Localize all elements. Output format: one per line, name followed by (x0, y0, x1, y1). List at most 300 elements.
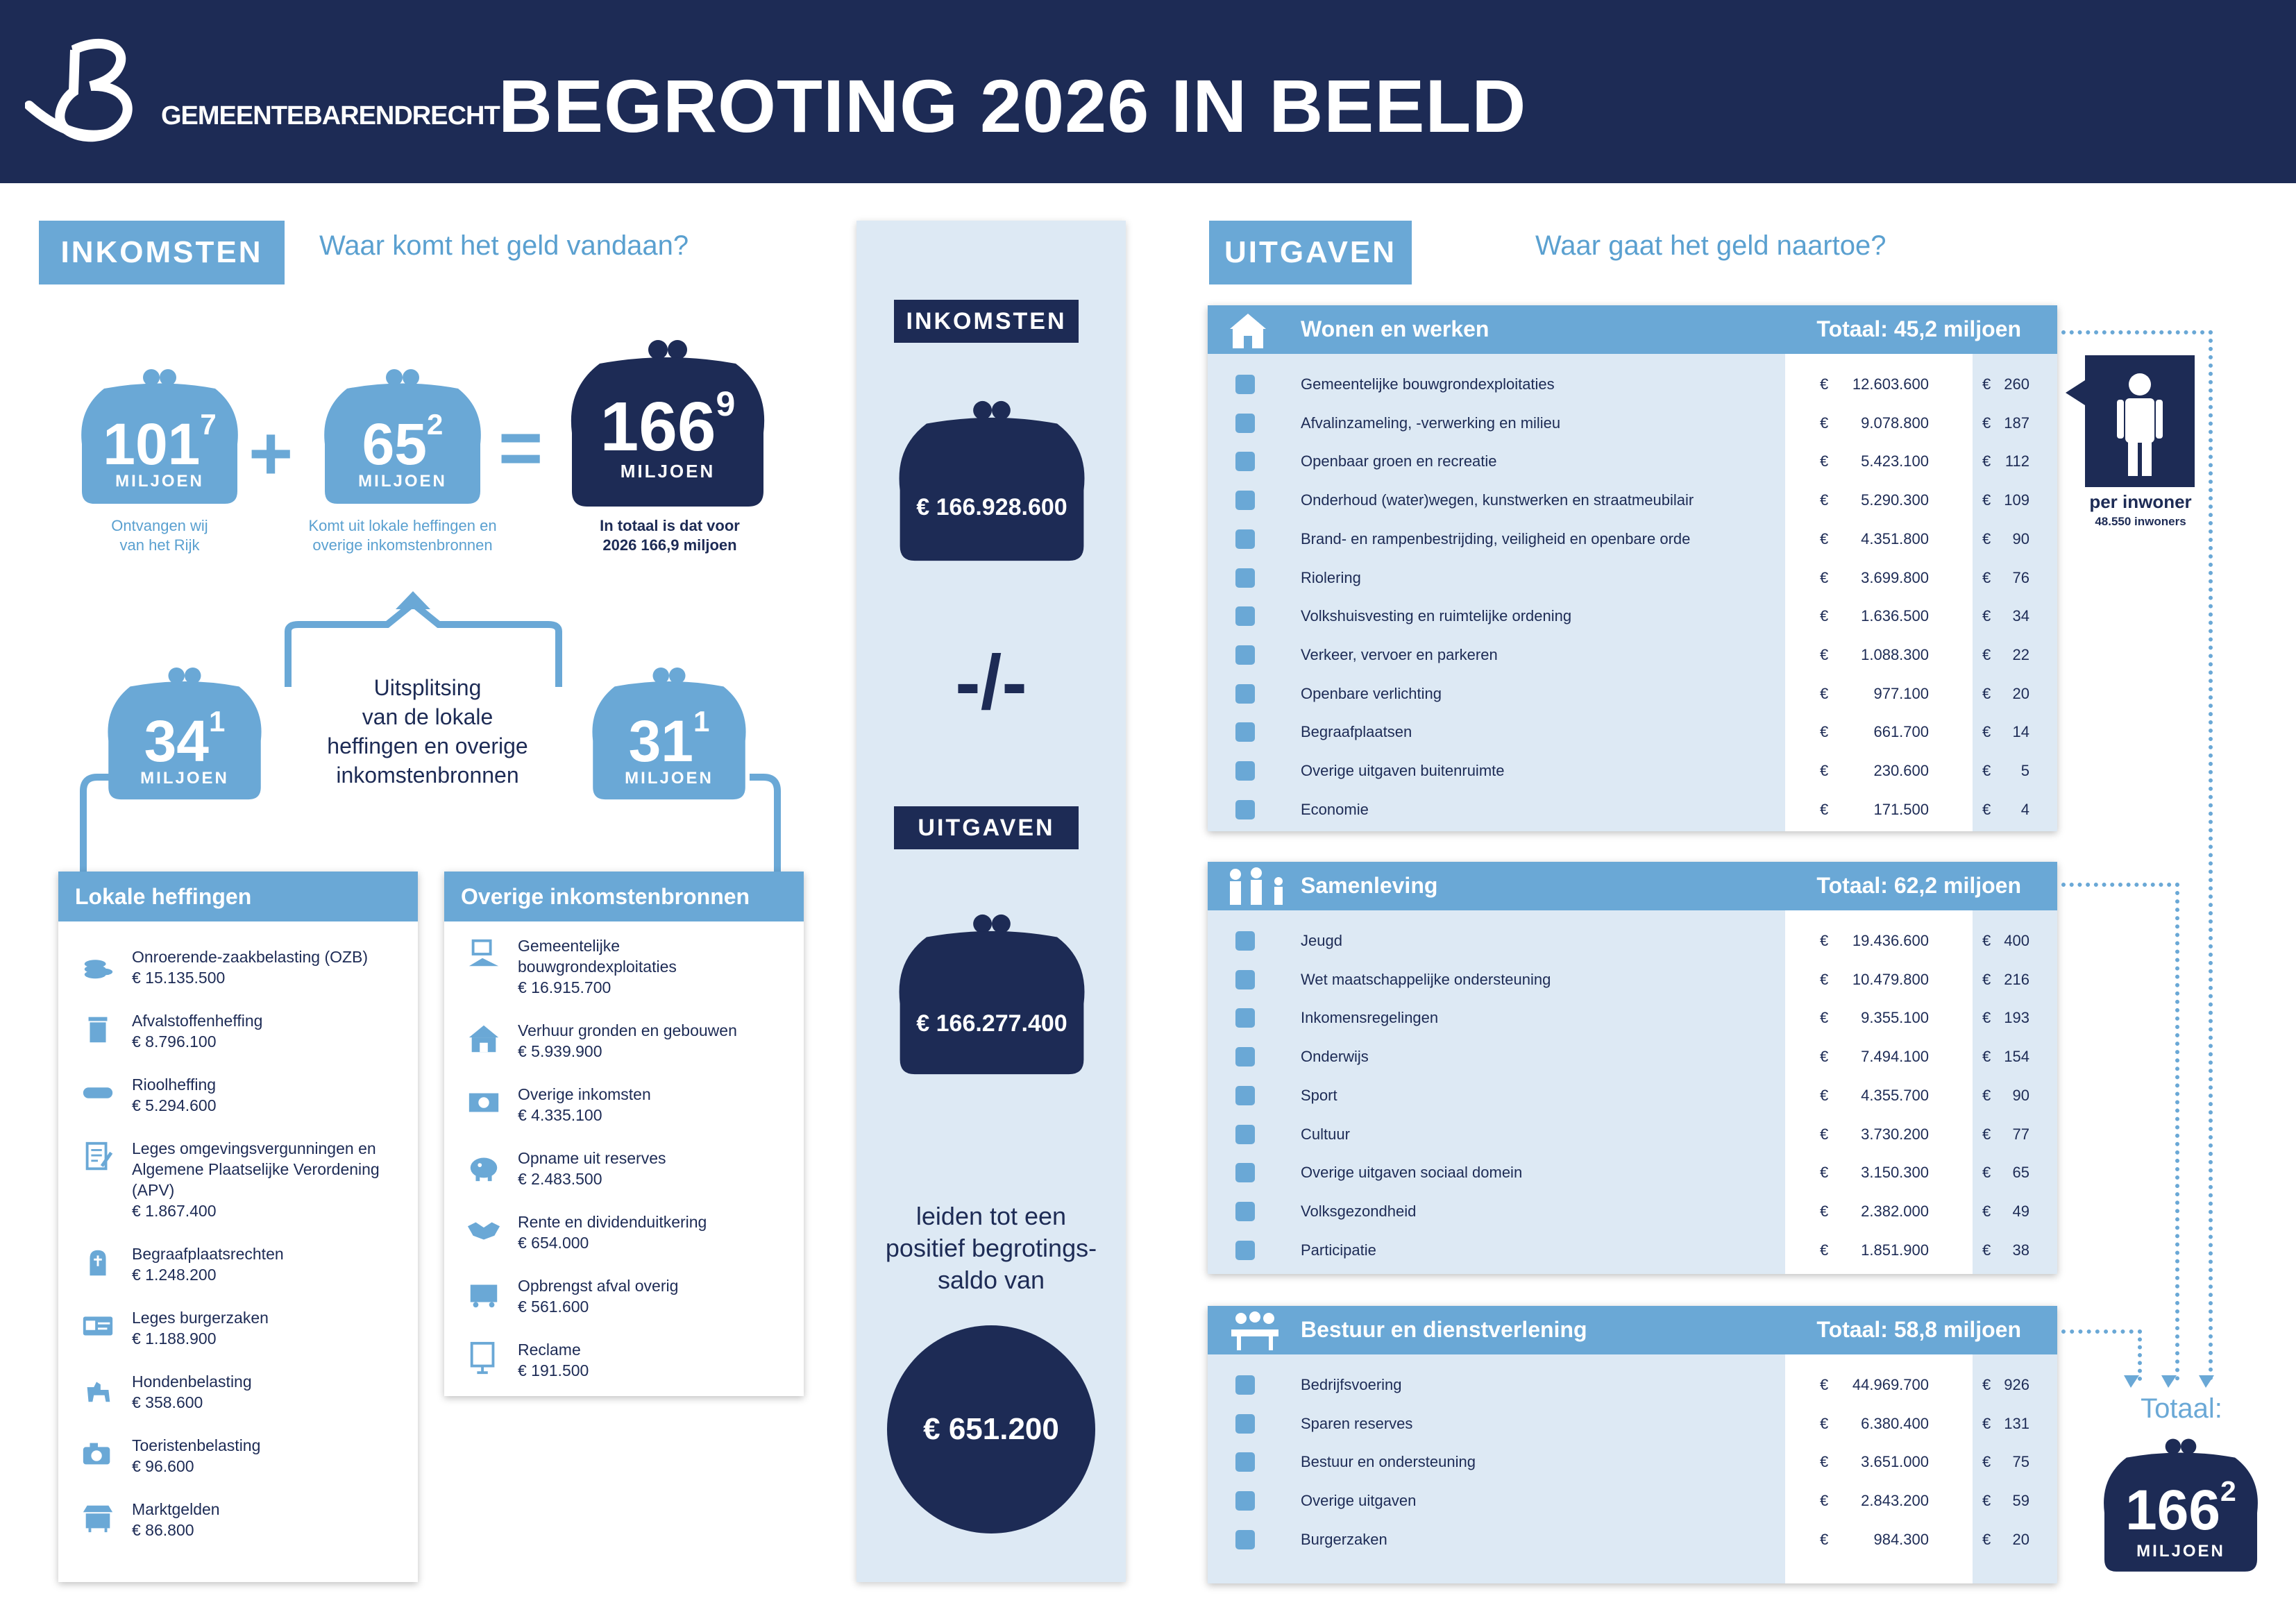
samenleving-row-icon (1230, 1119, 1260, 1150)
piggy-bank-icon (466, 1149, 501, 1184)
wonen-row-icon (1230, 794, 1260, 825)
bestuur-row-amount: 6.380.400 (1861, 1414, 1929, 1432)
heffing-value: € 1.867.400 (132, 1202, 217, 1220)
wonen-row-per-inwoner: 187 (2004, 414, 2029, 432)
samenleving-row (1208, 1037, 2057, 1076)
heffing-label: Onroerende-zaakbelasting (OZB) (132, 948, 369, 966)
wonen-row-per-inwoner: 20 (2012, 684, 2029, 702)
heffing-item (79, 1074, 411, 1116)
wonen-row-currency: € (1820, 529, 1829, 547)
samenleving-row-currency-per-inwoner: € (1982, 1009, 1991, 1027)
samenleving-row-label: Overige uitgaven sociaal domein (1301, 1164, 1523, 1182)
samenleving-row-currency-per-inwoner: € (1982, 1164, 1991, 1182)
mid-inkomsten-purse (891, 400, 1092, 563)
wonen-row-currency-per-inwoner: € (1982, 452, 1991, 470)
wonen-row-label: Volkshuisvesting en ruimtelijke ordening (1301, 607, 1572, 625)
samenleving-row-currency: € (1820, 1125, 1829, 1143)
heffing-label: Rioolheffing (132, 1076, 217, 1094)
samenleving-row-currency-per-inwoner: € (1982, 932, 1991, 949)
purse-overig-value: 31 (628, 708, 694, 774)
billboard-icon (466, 1341, 501, 1375)
samenleving-row (1208, 1231, 2057, 1270)
wonen-row-currency: € (1820, 375, 1829, 393)
id-card-icon (81, 1309, 115, 1343)
purse-uitgaven-unit: MILJOEN (2136, 1542, 2225, 1561)
samenleving-row-icon (1230, 1196, 1260, 1227)
samenleving-row-label: Onderwijs (1301, 1048, 1369, 1066)
samenleving-row-per-inwoner: 193 (2004, 1009, 2029, 1027)
bestuur-row-currency-per-inwoner: € (1982, 1492, 1991, 1510)
pointer-arrow-icon (2066, 380, 2085, 405)
wonen-row-currency: € (1820, 607, 1829, 625)
wonen-row-currency: € (1820, 645, 1829, 663)
wonen-row (1208, 404, 2057, 443)
samenleving-row-amount: 19.436.600 (1852, 932, 1929, 949)
samenleving-row-amount: 3.730.200 (1861, 1125, 1929, 1143)
wonen-row-icon (1230, 408, 1260, 439)
samenleving-row (1208, 960, 2057, 999)
samenleving-total: Totaal: 62,2 miljoen (1816, 873, 2021, 898)
bestuur-row (1208, 1404, 2057, 1443)
inkomstenbron-value: € 191.500 (518, 1361, 589, 1379)
wonen-row-currency: € (1820, 491, 1829, 509)
samenleving-row-amount: 7.494.100 (1861, 1048, 1929, 1066)
samenleving-row-icon (1230, 1080, 1260, 1111)
samenleving-row-per-inwoner: 154 (2004, 1048, 2029, 1066)
wonen-row-amount: 230.600 (1873, 762, 1929, 779)
inkomstenbron-item (465, 1339, 797, 1381)
heffing-item (79, 1243, 411, 1285)
bestuur-row-icon (1230, 1447, 1260, 1477)
heffing-label: Begraafplaatsrechten (132, 1245, 284, 1263)
wonen-row-amount: 171.500 (1873, 800, 1929, 818)
purse-heffingen-value: 34 (144, 708, 210, 774)
heffing-item (79, 1138, 411, 1221)
wonen-row-label: Openbaar groen en recreatie (1301, 452, 1497, 470)
bestuur-row (1208, 1366, 2057, 1404)
container-icon (466, 1277, 501, 1311)
wonen-row-currency-per-inwoner: € (1982, 684, 1991, 702)
wonen-row-currency-per-inwoner: € (1982, 529, 1991, 547)
samenleving-row-currency-per-inwoner: € (1982, 1202, 1991, 1220)
per-inwoner-label: per inwoner (2089, 491, 2192, 512)
wonen-row-amount: 661.700 (1873, 723, 1929, 741)
wonen-row (1208, 559, 2057, 597)
totaal-label: Totaal: (2141, 1393, 2222, 1424)
mid-uitgaven-purse (891, 913, 1092, 1077)
wonen-row-label: Begraafplaatsen (1301, 723, 1412, 741)
samenleving-row-currency: € (1820, 1164, 1829, 1182)
inkomsten-tag: INKOMSTEN (39, 221, 285, 284)
inkomstenbron-value: € 16.915.700 (518, 978, 611, 996)
bin-icon (81, 1012, 115, 1046)
heffing-label: Marktgelden (132, 1500, 220, 1518)
bestuur-row-label: Overige uitgaven (1301, 1492, 1417, 1510)
mid-uitgaven-tag: UITGAVEN (894, 806, 1079, 849)
wonen-row-per-inwoner: 112 (2004, 452, 2029, 470)
wonen-row-currency-per-inwoner: € (1982, 491, 1991, 509)
land-icon (466, 937, 501, 971)
people-family-icon (1224, 866, 1291, 908)
bestuur-row-currency-per-inwoner: € (1982, 1453, 1991, 1471)
plus-sign: + (248, 411, 294, 496)
bestuur-title: Bestuur en dienstverlening (1301, 1317, 1587, 1342)
coins-icon (81, 948, 115, 983)
inkomstenbron-value: € 5.939.900 (518, 1042, 602, 1060)
wonen-total: Totaal: 45,2 miljoen (1816, 316, 2021, 341)
purse-rijk-value: 101 (103, 411, 201, 477)
wonen-row-per-inwoner: 14 (2012, 723, 2029, 741)
wonen-row-per-inwoner: 5 (2020, 762, 2029, 779)
saldo-lead-text: leiden tot een positief begrotings- saldo van (885, 1202, 1097, 1294)
wonen-row-per-inwoner: 260 (2004, 375, 2029, 393)
purse-totaal-unit: MILJOEN (620, 461, 716, 482)
purse-rijk-unit: MILJOEN (115, 472, 204, 491)
overige-inkomsten-box (444, 872, 804, 1396)
bestuur-row-label: Bedrijfsvoering (1301, 1376, 1402, 1393)
samenleving-row-per-inwoner: 400 (2004, 932, 2029, 949)
inkomstenbron-item (465, 1020, 797, 1062)
samenleving-row-amount: 2.382.000 (1861, 1202, 1929, 1220)
wonen-row-currency-per-inwoner: € (1982, 800, 1991, 818)
samenleving-row-amount: 1.851.900 (1861, 1241, 1929, 1259)
purse-heffingen (103, 666, 267, 802)
bestuur-table (1208, 1306, 2057, 1583)
wonen-row-amount: 1.088.300 (1861, 645, 1929, 663)
bestuur-row-currency: € (1820, 1453, 1829, 1471)
bestuur-row-amount: 984.300 (1873, 1530, 1929, 1548)
purse-rijk (76, 368, 243, 507)
wonen-row (1208, 674, 2057, 713)
wonen-row-label: Riolering (1301, 568, 1361, 586)
heffing-item (79, 946, 411, 988)
wonen-row-currency-per-inwoner: € (1982, 607, 1991, 625)
samenleving-row-label: Cultuur (1301, 1125, 1350, 1143)
inkomstenbron-value: € 2.483.500 (518, 1170, 602, 1188)
samenleving-title: Samenleving (1301, 873, 1438, 898)
wonen-row (1208, 520, 2057, 559)
heffing-value: € 1.248.200 (132, 1266, 217, 1284)
wonen-row-per-inwoner: 4 (2020, 800, 2029, 818)
samenleving-row-currency-per-inwoner: € (1982, 970, 1991, 988)
purse-totaal-decimal: 9 (716, 384, 736, 423)
inkomstenbron-label-line2: bouwgrondexploitaties (518, 958, 677, 976)
mid-uitgaven-value: € 166.277.400 (916, 1010, 1067, 1037)
minus-operator: -/- (955, 640, 1027, 725)
wonen-row-icon (1230, 524, 1260, 554)
samenleving-row-label: Sport (1301, 1086, 1337, 1104)
purse-totaal-value: 166 (600, 388, 716, 466)
house-icon (466, 1021, 501, 1056)
wonen-row-icon (1230, 640, 1260, 670)
heffing-value: € 5.294.600 (132, 1096, 217, 1114)
bestuur-row (1208, 1481, 2057, 1520)
inkomstenbron-value: € 561.600 (518, 1298, 589, 1316)
wonen-row-currency: € (1820, 800, 1829, 818)
equals-sign: = (498, 405, 543, 491)
wonen-row-icon (1230, 485, 1260, 516)
dog-icon (81, 1373, 115, 1407)
purse-lokaal (319, 368, 486, 507)
wonen-row-label: Economie (1301, 800, 1369, 818)
bestuur-row-per-inwoner: 131 (2004, 1414, 2029, 1432)
samenleving-row (1208, 1192, 2057, 1231)
heffing-item (79, 1435, 411, 1477)
person-icon (2085, 355, 2195, 487)
dotted-line-samenleving-vertical (2175, 883, 2179, 1381)
bestuur-row-per-inwoner: 59 (2012, 1492, 2029, 1510)
wonen-row-amount: 5.423.100 (1861, 452, 1929, 470)
samenleving-row (1208, 1153, 2057, 1192)
purse-lokaal-decimal: 2 (427, 407, 444, 441)
buildings-icon (1229, 311, 1267, 350)
bestuur-row-currency-per-inwoner: € (1982, 1376, 1991, 1393)
wonen-row-per-inwoner: 34 (2012, 607, 2029, 625)
inkomstenbron-label: Gemeentelijke (518, 937, 621, 955)
mid-inkomsten-tag: INKOMSTEN (894, 300, 1079, 343)
market-stall-icon (81, 1500, 115, 1535)
samenleving-row-amount: 4.355.700 (1861, 1086, 1929, 1104)
heffing-label: Toeristenbelasting (132, 1436, 261, 1454)
wonen-row-amount: 3.699.800 (1861, 568, 1929, 586)
samenleving-row (1208, 921, 2057, 960)
camera-icon (81, 1436, 115, 1471)
samenleving-row-currency-per-inwoner: € (1982, 1048, 1991, 1066)
samenleving-row-currency: € (1820, 1086, 1829, 1104)
purse-uitgaven-totaal (2099, 1436, 2263, 1575)
samenleving-row-currency: € (1820, 932, 1829, 949)
samenleving-row-currency: € (1820, 1048, 1829, 1066)
page-title: BEGROTING 2026 IN BEELD (498, 64, 1527, 148)
wonen-row-label: Overige uitgaven buitenruimte (1301, 762, 1505, 779)
wonen-row-icon (1230, 756, 1260, 786)
wonen-row-label: Afvalinzameling, -verwerking en milieu (1301, 414, 1561, 432)
wonen-row-amount: 5.290.300 (1861, 491, 1929, 509)
inkomstenbron-value: € 654.000 (518, 1234, 589, 1252)
samenleving-row-currency: € (1820, 1202, 1829, 1220)
wonen-row-label: Onderhoud (water)wegen, kunstwerken en straatmeubilair (1301, 491, 1694, 509)
samenleving-row-amount: 9.355.100 (1861, 1009, 1929, 1027)
wonen-row (1208, 713, 2057, 751)
meeting-table-icon (1227, 1310, 1283, 1352)
bestuur-row-amount: 2.843.200 (1861, 1492, 1929, 1510)
wonen-row-currency: € (1820, 762, 1829, 779)
samenleving-row (1208, 999, 2057, 1037)
lokale-heffingen-title: Lokale heffingen (58, 872, 418, 921)
saldo-circle: € 651.200 (887, 1325, 1095, 1533)
wonen-row-currency-per-inwoner: € (1982, 568, 1991, 586)
bestuur-row-currency: € (1820, 1376, 1829, 1393)
samenleving-row-label: Volksgezondheid (1301, 1202, 1417, 1220)
bestuur-row-currency: € (1820, 1414, 1829, 1432)
wonen-row (1208, 442, 2057, 481)
wonen-row (1208, 597, 2057, 636)
purse-totaal (565, 339, 770, 509)
heffing-value: € 96.600 (132, 1457, 194, 1475)
wonen-row-currency-per-inwoner: € (1982, 414, 1991, 432)
uitgaven-tag: UITGAVEN (1209, 221, 1412, 284)
wonen-row-label: Openbare verlichting (1301, 684, 1442, 702)
wonen-row-currency: € (1820, 684, 1829, 702)
heffing-label: Hondenbelasting (132, 1373, 252, 1391)
wonen-row-label: Gemeentelijke bouwgrondexploitaties (1301, 375, 1555, 393)
samenleving-row (1208, 1076, 2057, 1115)
samenleving-row-per-inwoner: 49 (2012, 1202, 2029, 1220)
bestuur-row-icon (1230, 1524, 1260, 1555)
bestuur-total: Totaal: 58,8 miljoen (1816, 1317, 2021, 1342)
dotted-line-bestuur (2061, 1329, 2142, 1334)
banknote-icon (466, 1085, 501, 1120)
bestuur-row-per-inwoner: 926 (2004, 1376, 2029, 1393)
heffing-label: Leges burgerzaken (132, 1309, 269, 1327)
inkomstenbron-label: Overige inkomsten (518, 1085, 651, 1103)
heffing-item (79, 1499, 411, 1540)
samenleving-row-currency-per-inwoner: € (1982, 1241, 1991, 1259)
purse-lokaal-unit: MILJOEN (358, 472, 447, 491)
inkomstenbron-item (465, 1212, 797, 1253)
wonen-row (1208, 636, 2057, 674)
heffing-label-line3: (APV) (132, 1181, 175, 1199)
handshake-icon (466, 1213, 501, 1248)
barendrecht-logo-icon (25, 36, 147, 144)
uitgaven-question: Waar gaat het geld naartoe? (1535, 230, 1886, 261)
wonen-row (1208, 751, 2057, 790)
samenleving-row-label: Wet maatschappelijke ondersteuning (1301, 970, 1551, 988)
wonen-title: Wonen en werken (1301, 316, 1489, 341)
wonen-row-per-inwoner: 90 (2012, 529, 2029, 547)
wonen-row-currency-per-inwoner: € (1982, 723, 1991, 741)
dotted-line-bestuur-vertical (2138, 1329, 2142, 1381)
pipe-icon (81, 1076, 115, 1110)
bestuur-row-per-inwoner: 75 (2012, 1453, 2029, 1471)
samenleving-row (1208, 1115, 2057, 1154)
wonen-row-label: Brand- en rampenbestrijding, veiligheid en openbare orde (1301, 529, 1691, 547)
purse-rijk-decimal: 7 (200, 407, 217, 441)
inkomstenbron-item (465, 935, 797, 998)
overige-inkomsten-title: Overige inkomstenbronnen (444, 872, 804, 921)
heffing-value: € 15.135.500 (132, 969, 226, 987)
samenleving-row-per-inwoner: 77 (2012, 1125, 2029, 1143)
bestuur-row-per-inwoner: 20 (2012, 1530, 2029, 1548)
wonen-row-amount: 4.351.800 (1861, 529, 1929, 547)
heffing-item (79, 1371, 411, 1413)
inkomsten-question: Waar komt het geld vandaan? (319, 230, 689, 261)
caption-totaal: In totaal is dat voor 2026 166,9 miljoen (600, 517, 740, 554)
wonen-row-amount: 9.078.800 (1861, 414, 1929, 432)
wonen-row-icon (1230, 679, 1260, 709)
samenleving-row-amount: 3.150.300 (1861, 1164, 1929, 1182)
samenleving-row-amount: 10.479.800 (1852, 970, 1929, 988)
wonen-row-per-inwoner: 109 (2004, 491, 2029, 509)
inkomstenbron-item (465, 1084, 797, 1125)
inkomstenbron-value: € 4.335.100 (518, 1106, 602, 1124)
samenleving-row-icon (1230, 926, 1260, 956)
wonen-row (1208, 365, 2057, 404)
wonen-row-amount: 12.603.600 (1852, 375, 1929, 393)
bestuur-row-amount: 44.969.700 (1852, 1376, 1929, 1393)
inkomstenbron-item (465, 1275, 797, 1317)
purse-uitgaven-decimal: 2 (2220, 1475, 2236, 1507)
purse-heffingen-unit: MILJOEN (140, 769, 229, 788)
wonen-row-per-inwoner: 22 (2012, 645, 2029, 663)
bestuur-row-currency: € (1820, 1530, 1829, 1548)
samenleving-row-icon (1230, 1042, 1260, 1072)
wonen-row-currency: € (1820, 568, 1829, 586)
inkomstenbron-label: Verhuur gronden en gebouwen (518, 1021, 737, 1039)
bestuur-row-label: Burgerzaken (1301, 1530, 1387, 1548)
samenleving-row-currency-per-inwoner: € (1982, 1125, 1991, 1143)
heffing-value: € 1.188.900 (132, 1329, 217, 1348)
inwoners-count: 48.550 inwoners (2095, 515, 2186, 528)
samenleving-row-currency: € (1820, 1009, 1829, 1027)
wonen-row-amount: 1.636.500 (1861, 607, 1929, 625)
wonen-row-icon (1230, 601, 1260, 631)
organisation-name: GEMEENTEBARENDRECHT (161, 101, 500, 130)
wonen-row-icon (1230, 717, 1260, 747)
samenleving-table (1208, 862, 2057, 1274)
lokale-heffingen-box (58, 872, 418, 1582)
heffing-label: Afvalstoffenheffing (132, 1012, 263, 1030)
purse-overig (587, 666, 751, 802)
person-icon-box (2085, 355, 2195, 487)
samenleving-row-label: Participatie (1301, 1241, 1376, 1259)
bestuur-row (1208, 1520, 2057, 1559)
wonen-row-label: Verkeer, vervoer en parkeren (1301, 645, 1498, 663)
permit-icon (81, 1139, 115, 1174)
heffing-value: € 86.800 (132, 1521, 194, 1539)
samenleving-row-label: Inkomensregelingen (1301, 1009, 1439, 1027)
wonen-row (1208, 790, 2057, 829)
bestuur-row-icon (1230, 1409, 1260, 1439)
samenleving-row-icon (1230, 965, 1260, 995)
purse-overig-unit: MILJOEN (625, 769, 714, 788)
mid-inkomsten-value: € 166.928.600 (916, 494, 1067, 520)
down-arrows-icon (2124, 1374, 2227, 1391)
dotted-line-wonen-vertical (2209, 330, 2213, 1381)
inkomstenbron-label: Opbrengst afval overig (518, 1277, 679, 1295)
bestuur-row-currency-per-inwoner: € (1982, 1414, 1991, 1432)
bestuur-row-label: Sparen reserves (1301, 1414, 1413, 1432)
wonen-row-icon (1230, 446, 1260, 477)
dotted-line-wonen (2061, 330, 2213, 334)
wonen-row-currency-per-inwoner: € (1982, 645, 1991, 663)
samenleving-row-per-inwoner: 65 (2012, 1164, 2029, 1182)
wonen-row-currency-per-inwoner: € (1982, 762, 1991, 779)
samenleving-row-label: Jeugd (1301, 932, 1342, 949)
bestuur-row-label: Bestuur en ondersteuning (1301, 1453, 1476, 1471)
heffing-value: € 8.796.100 (132, 1033, 217, 1051)
samenleving-row-icon (1230, 1235, 1260, 1266)
samenleving-row-icon (1230, 1157, 1260, 1188)
wonen-row (1208, 481, 2057, 520)
samenleving-row-per-inwoner: 216 (2004, 970, 2029, 988)
dotted-line-samenleving (2061, 883, 2179, 887)
wonen-row-currency: € (1820, 414, 1829, 432)
heffing-item (79, 1010, 411, 1052)
heffing-value: € 358.600 (132, 1393, 203, 1411)
wonen-row-icon (1230, 563, 1260, 593)
samenleving-row-per-inwoner: 38 (2012, 1241, 2029, 1259)
samenleving-row-currency: € (1820, 970, 1829, 988)
samenleving-row-currency: € (1820, 1241, 1829, 1259)
bestuur-row (1208, 1443, 2057, 1481)
wonen-row-currency-per-inwoner: € (1982, 375, 1991, 393)
purse-heffingen-decimal: 1 (209, 704, 226, 738)
wonen-row-per-inwoner: 76 (2012, 568, 2029, 586)
heffing-label-line2: Algemene Plaatselijke Verordening (132, 1160, 380, 1178)
purse-overig-decimal: 1 (693, 704, 710, 738)
caption-lokaal: Komt uit lokale heffingen en overige inkomstenbronnen (308, 517, 497, 554)
